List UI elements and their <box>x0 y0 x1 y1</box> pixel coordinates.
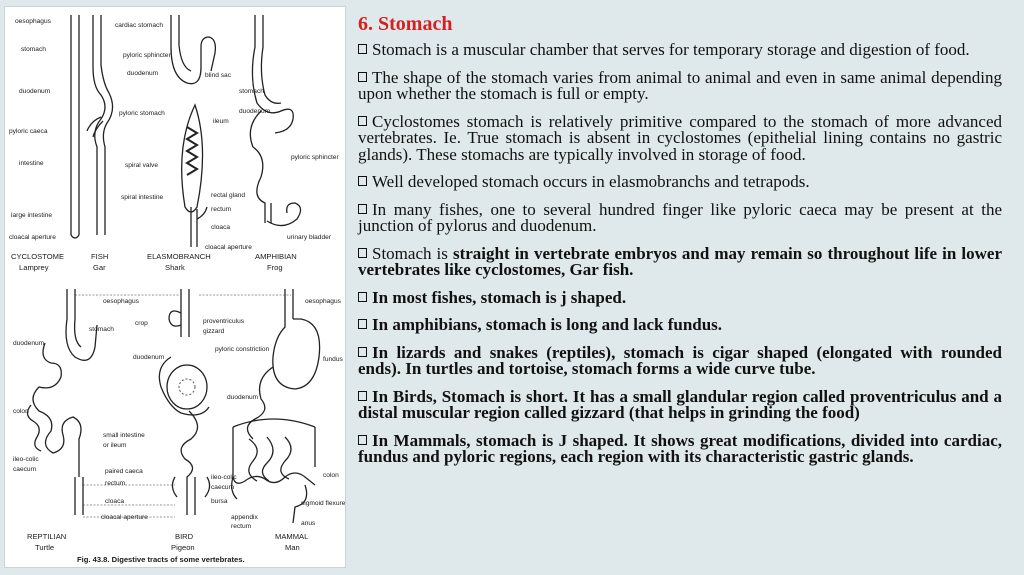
caption-mammal: MAMMAL <box>275 532 309 541</box>
label-b-colon: colon <box>13 408 29 415</box>
frog-tract <box>250 15 300 226</box>
label-pyloric-sphincter-frog: pyloric sphincter <box>291 154 339 161</box>
label-spiral-intestine: spiral intestine <box>121 194 164 201</box>
gar-tract <box>87 15 113 235</box>
label-pyloric-caeca: pyloric caeca <box>9 128 48 135</box>
checkbox-bullet-icon <box>358 116 367 126</box>
label-duodenum-frog: duodenum <box>239 108 271 115</box>
caption-shark: Shark <box>165 263 185 272</box>
caption-bird: BIRD <box>175 532 194 541</box>
label-cardiac-stomach: cardiac stomach <box>115 22 164 29</box>
slide-content <box>356 10 1002 477</box>
label-intestine: intestine <box>19 160 44 167</box>
label-spiral-valve: spiral valve <box>125 162 158 169</box>
bullet-text-bold: straight in vertebrate embryos and may remain so throughout life in lower vertebrates like cyclostomes, Gar fish. <box>358 243 1002 279</box>
label-stomach-frog: stomach <box>239 88 264 95</box>
checkbox-bullet-icon <box>358 72 367 82</box>
bullet-text: In amphibians, stomach is long and lack fundus. <box>372 315 723 334</box>
checkbox-bullet-icon <box>358 248 367 258</box>
bullet-text: In most fishes, stomach is j shaped. <box>372 287 627 307</box>
turtle-tract <box>27 289 97 515</box>
caption-lamprey: Lamprey <box>19 263 49 272</box>
label-b-duodenum-2: duodenum <box>133 354 165 361</box>
label-rectal-gland: rectal gland <box>211 192 246 199</box>
shark-tract <box>171 15 215 247</box>
label-urinary-bladder: urinary bladder <box>287 234 331 241</box>
bullet-text: In lizards and snakes (reptiles), stomach is cigar shaped (elongated with rounded ends). In turtles and tortoise, stomach forms a wide curve tube. <box>358 342 1002 378</box>
caption-amphibian: AMPHIBIAN <box>255 252 297 261</box>
checkbox-bullet-icon <box>358 347 367 357</box>
checkbox-bullet-icon <box>358 176 367 186</box>
lamprey-tract <box>71 15 79 238</box>
slide-title: 6. Stomach <box>358 13 453 35</box>
bullet-10 <box>358 386 1002 422</box>
label-b-bursa: bursa <box>211 498 228 505</box>
label-blind-sac: blind sac <box>205 72 232 79</box>
label-stomach: stomach <box>21 46 46 53</box>
digestive-tract-figure <box>4 6 346 568</box>
checkbox-bullet-icon <box>358 204 367 214</box>
bullet-text: The shape of the stomach varies from animal to animal and even in same animal depending upon whether the stomach is full or empty. <box>358 67 1002 103</box>
label-pyloric-sphincter: pyloric sphincter <box>123 52 171 59</box>
man-tract <box>232 289 320 523</box>
label-b-anus: anus <box>301 520 316 527</box>
bullet-4 <box>358 174 1002 191</box>
bullet-text: In Birds, Stomach is short. It has a small glandular region called proventriculus and a distal muscular region called gizzard (that helps in grinding the food) <box>358 386 1002 422</box>
bullet-text: Stomach is a muscular chamber that serves for temporary storage and digestion of food. <box>372 40 970 59</box>
label-b-rectum: rectum <box>105 480 126 487</box>
caption-gar: Gar <box>93 263 106 272</box>
caption-frog: Frog <box>267 263 283 272</box>
label-cloacal-aperture-shark: cloacal aperture <box>205 244 252 251</box>
caption-cyclostome: CYCLOSTOME <box>11 252 65 261</box>
label-b-sigmoid-flexure: sigmoid flexure <box>301 500 345 507</box>
bullet-7 <box>358 287 1002 307</box>
label-b-paired-caeca: paired caeca <box>105 468 143 475</box>
bullet-8 <box>358 317 1002 334</box>
label-b-caecum: caecum <box>13 466 37 473</box>
label-b-oesophagus-2: oesophagus <box>305 298 341 305</box>
label-duodenum-shark: duodenum <box>127 70 159 77</box>
label-b-appendix: appendix <box>231 514 258 521</box>
checkbox-bullet-icon <box>358 435 367 445</box>
label-b-small-intestine: small intestine <box>103 432 145 439</box>
label-b-cloacal-aperture: cloacal aperture <box>101 514 148 521</box>
label-pyloric-stomach: pyloric stomach <box>119 110 165 117</box>
bullet-1 <box>358 42 1002 59</box>
bullet-11 <box>358 430 1002 466</box>
label-oesophagus: oesophagus <box>15 18 51 25</box>
caption-reptilian: REPTILIAN <box>27 532 67 541</box>
label-cloaca: cloaca <box>211 224 231 231</box>
caption-elasmobranch: ELASMOBRANCH <box>147 252 211 261</box>
label-b-ileo-colic: ileo-colic <box>13 456 39 463</box>
label-b-pyloric-constriction: pyloric constriction <box>215 346 270 353</box>
label-b-fundus: fundus <box>323 356 343 363</box>
checkbox-bullet-icon <box>358 391 367 401</box>
bullet-5 <box>358 199 1002 235</box>
label-ileum: ileum <box>213 118 229 125</box>
label-b-cloaca: cloaca <box>105 498 125 505</box>
bullet-text: In many fishes, one to several hundred finger like pyloric caeca may be present at the junction of pylorus and duodenum. <box>358 199 1002 235</box>
checkbox-bullet-icon <box>358 44 367 54</box>
bullet-text: Well developed stomach occurs in elasmobranchs and tetrapods. <box>372 172 810 191</box>
label-b-crop: crop <box>135 320 148 327</box>
label-duodenum: duodenum <box>19 88 51 95</box>
label-b-proventriculus: proventriculus <box>203 318 245 325</box>
caption-turtle: Turtle <box>35 543 55 552</box>
checkbox-bullet-icon <box>358 319 367 329</box>
caption-fish: FISH <box>91 252 109 261</box>
figure-caption: Fig. 43.8. Digestive tracts of some vertebrates. <box>77 555 245 564</box>
label-cloacal-aperture: cloacal aperture <box>9 234 56 241</box>
label-large-intestine: large intestine <box>11 212 53 219</box>
caption-pigeon: Pigeon <box>171 543 195 552</box>
bullet-3 <box>358 111 1002 164</box>
label-b-gizzard: gizzard <box>203 328 225 335</box>
bullet-9 <box>358 342 1002 378</box>
label-b-stomach: stomach <box>89 326 114 333</box>
label-b-rectum-2: rectum <box>231 523 252 530</box>
label-b-ileo-colic-2: ileo-colic <box>211 474 237 481</box>
caption-man: Man <box>285 543 300 552</box>
bullet-2 <box>358 67 1002 103</box>
label-b-or-ileum: or ileum <box>103 442 127 449</box>
label-b-oesophagus: oesophagus <box>103 298 139 305</box>
bullet-text: In Mammals, stomach is J shaped. It shows great modifications, divided into cardiac, fundus and pyloric regions, each region with its characteristic gastric glands. <box>358 430 1002 466</box>
checkbox-bullet-icon <box>358 292 367 302</box>
bullet-text: Cyclostomes stomach is relatively primitive compared to the stomach of more advanced vertebrates. Ie. True stomach is absent in cyclostomes (epithelial lining contains no gastric glands). These stomachs are typically involved in storage of food. <box>358 111 1002 164</box>
label-b-colon-2: colon <box>323 472 339 479</box>
label-b-duodenum: duodenum <box>13 340 45 347</box>
figure-drawing <box>5 7 345 567</box>
label-rectum: rectum <box>211 206 232 213</box>
label-b-duodenum-3: duodenum <box>227 394 259 401</box>
bullet-6 <box>358 243 1002 279</box>
label-b-caecum-2: caecum <box>211 484 235 491</box>
bullet-text-lead: Stomach is <box>372 243 453 263</box>
